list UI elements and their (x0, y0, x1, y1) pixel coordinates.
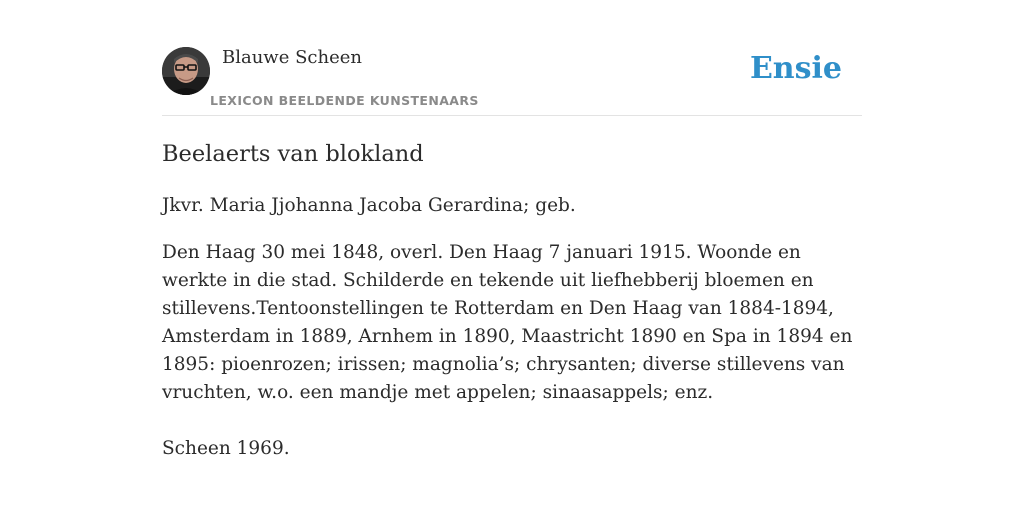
ensie-logo-link[interactable]: Ensie (749, 51, 842, 86)
author-avatar[interactable] (162, 47, 210, 95)
article-title: Beelaerts van blokland (162, 141, 424, 167)
avatar-photo (162, 47, 210, 95)
lexicon-subtitle[interactable]: LEXICON BEELDENDE KUNSTENAARS (210, 93, 479, 108)
article-paragraph: Den Haag 30 mei 1848, overl. Den Haag 7 januari 1915. Woonde en werkte in die stad. Schilderde en tekende uit liefhebberij bloemen en stillevens.Tentoonstellingen te Rotterdam en Den Haag van 1884-1894, Amsterdam in 1889, Arnhem in 1890, Maastricht 1890 en Spa in 1894 en 1895: pioenrozen; irissen; magnolia’s; chrysanten; diverse stillevens van vruchten, w.o. een mandje met appelen; sinaasappels; enz. (162, 242, 853, 403)
article-paragraph: Jkvr. Maria Jjohanna Jacoba Gerardina; geb. (162, 195, 576, 216)
article-source: Scheen 1969. (162, 438, 290, 459)
article (162, 138, 862, 463)
header (162, 46, 862, 116)
author-name[interactable]: Blauwe Scheen (222, 47, 362, 68)
